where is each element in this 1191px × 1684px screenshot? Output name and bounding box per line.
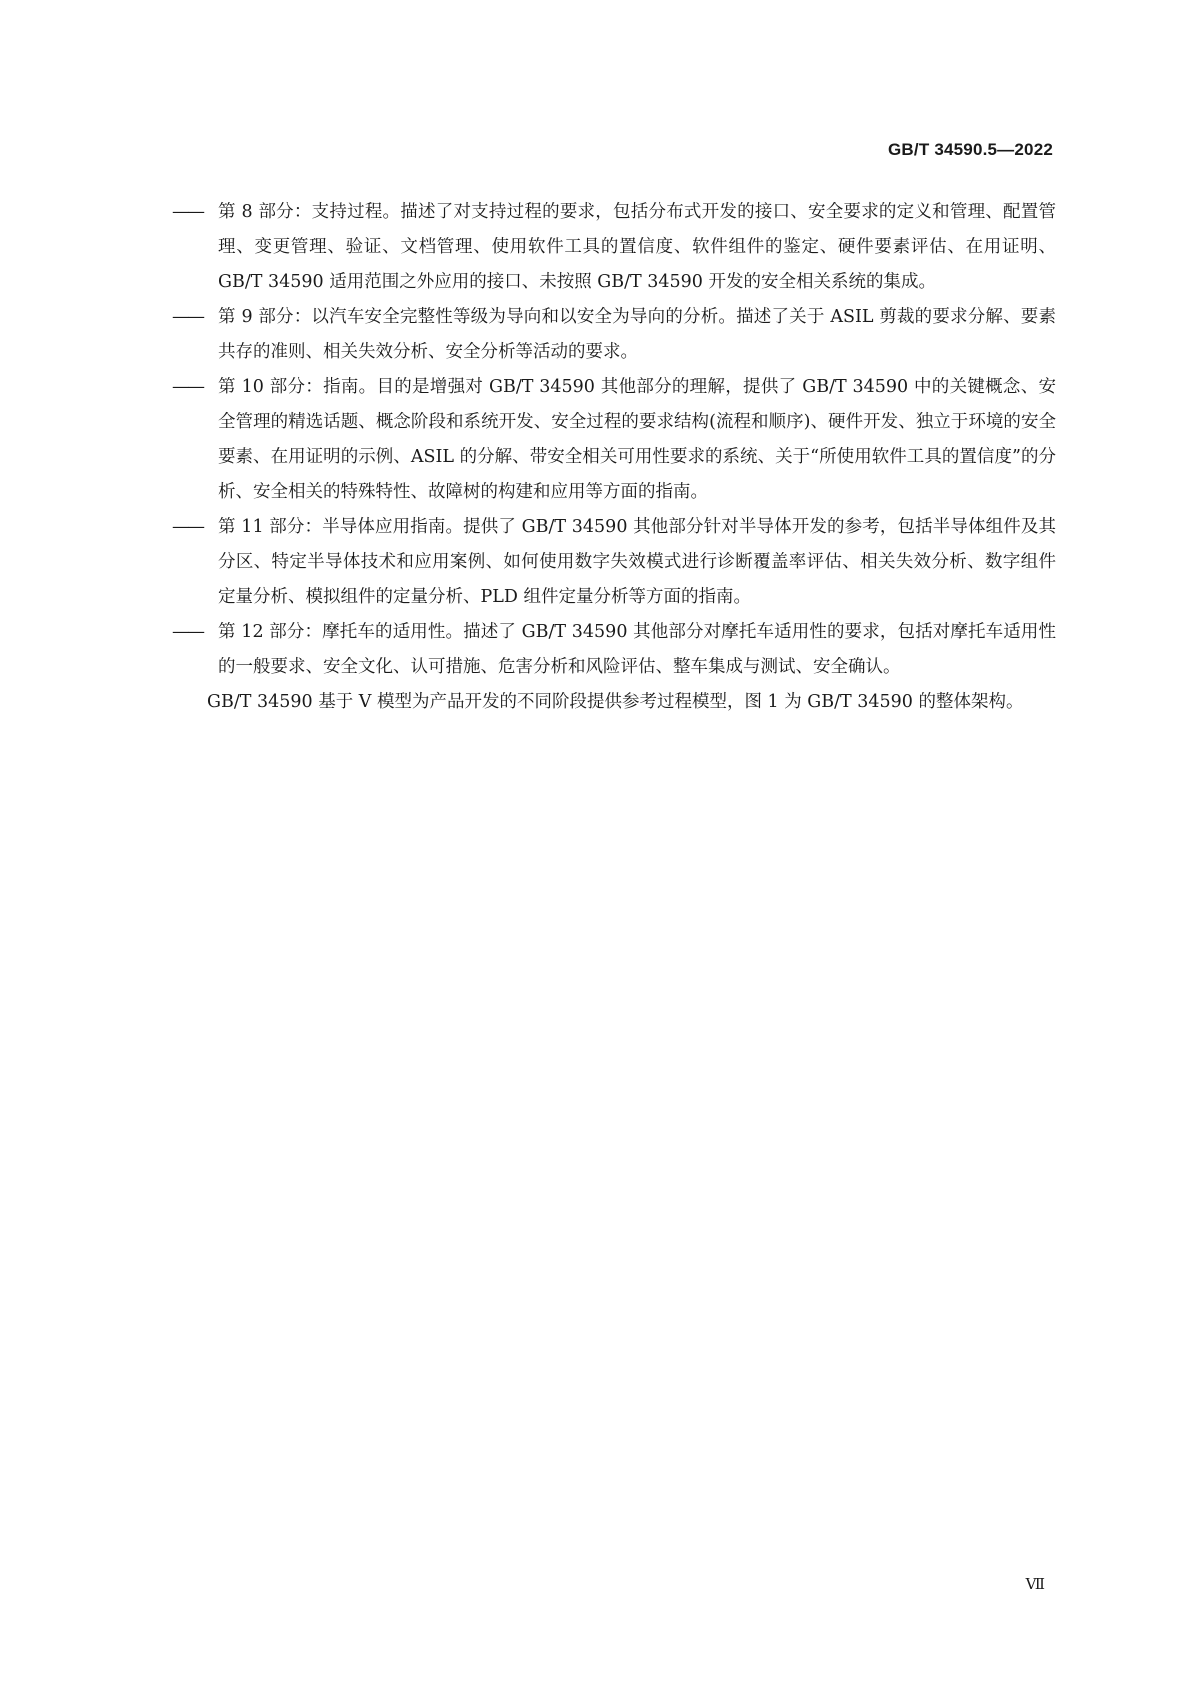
list-item-text: 第 10 部分：指南。目的是增强对 GB/T 34590 其他部分的理解，提供了 GB/T 34590 中的关键概念、安全管理的精选话题、概念阶段和系统开发、安全过程的要求结构(流程和顺序)、硬件开发、独立于环境的安全要素、在用证明的示例、ASIL 的分解、带安全相关可用性要求的系统、关于“所使用软件工具的置信度”的分析、安全相关的特殊特性、故障树的构建和应用等方面的指南。 <box>218 377 1056 502</box>
page-body <box>172 195 1056 720</box>
document-code: GB/T 34590.5—2022 <box>888 140 1053 159</box>
list-dash: —— <box>172 517 203 537</box>
list-item-part-8 <box>172 195 1056 300</box>
list-item-text: 第 12 部分：摩托车的适用性。描述了 GB/T 34590 其他部分对摩托车适用性的要求，包括对摩托车适用性的一般要求、安全文化、认可措施、危害分析和风险评估、整车集成与测试、安全确认。 <box>218 622 1056 677</box>
list-item-text: 第 11 部分：半导体应用指南。提供了 GB/T 34590 其他部分针对半导体开发的参考，包括半导体组件及其分区、特定半导体技术和应用案例、如何使用数字失效模式进行诊断覆盖率评估、相关失效分析、数字组件定量分析、模拟组件的定量分析、PLD 组件定量分析等方面的指南。 <box>218 517 1056 607</box>
list-dash: —— <box>172 202 203 222</box>
closing-paragraph: GB/T 34590 基于 V 模型为产品开发的不同阶段提供参考过程模型，图 1 为 GB/T 34590 的整体架构。 <box>207 692 1024 712</box>
list-dash: —— <box>172 377 203 397</box>
list-item-part-12 <box>172 615 1056 685</box>
list-dash: —— <box>172 622 203 642</box>
page-number: Ⅶ <box>1025 1575 1044 1593</box>
list-item-text: 第 9 部分：以汽车安全完整性等级为导向和以安全为导向的分析。描述了关于 ASIL 剪裁的要求分解、要素共存的准则、相关失效分析、安全分析等活动的要求。 <box>218 307 1056 362</box>
list-item-part-9 <box>172 300 1056 370</box>
list-dash: —— <box>172 307 203 327</box>
list-item-part-10 <box>172 370 1056 510</box>
list-item-part-11 <box>172 510 1056 615</box>
list-item-text: 第 8 部分：支持过程。描述了对支持过程的要求，包括分布式开发的接口、安全要求的定义和管理、配置管理、变更管理、验证、文档管理、使用软件工具的置信度、软件组件的鉴定、硬件要素评估、在用证明、GB/T 34590 适用范围之外应用的接口、未按照 GB/T 34590 开发的安全相关系统的集成。 <box>218 202 1056 292</box>
